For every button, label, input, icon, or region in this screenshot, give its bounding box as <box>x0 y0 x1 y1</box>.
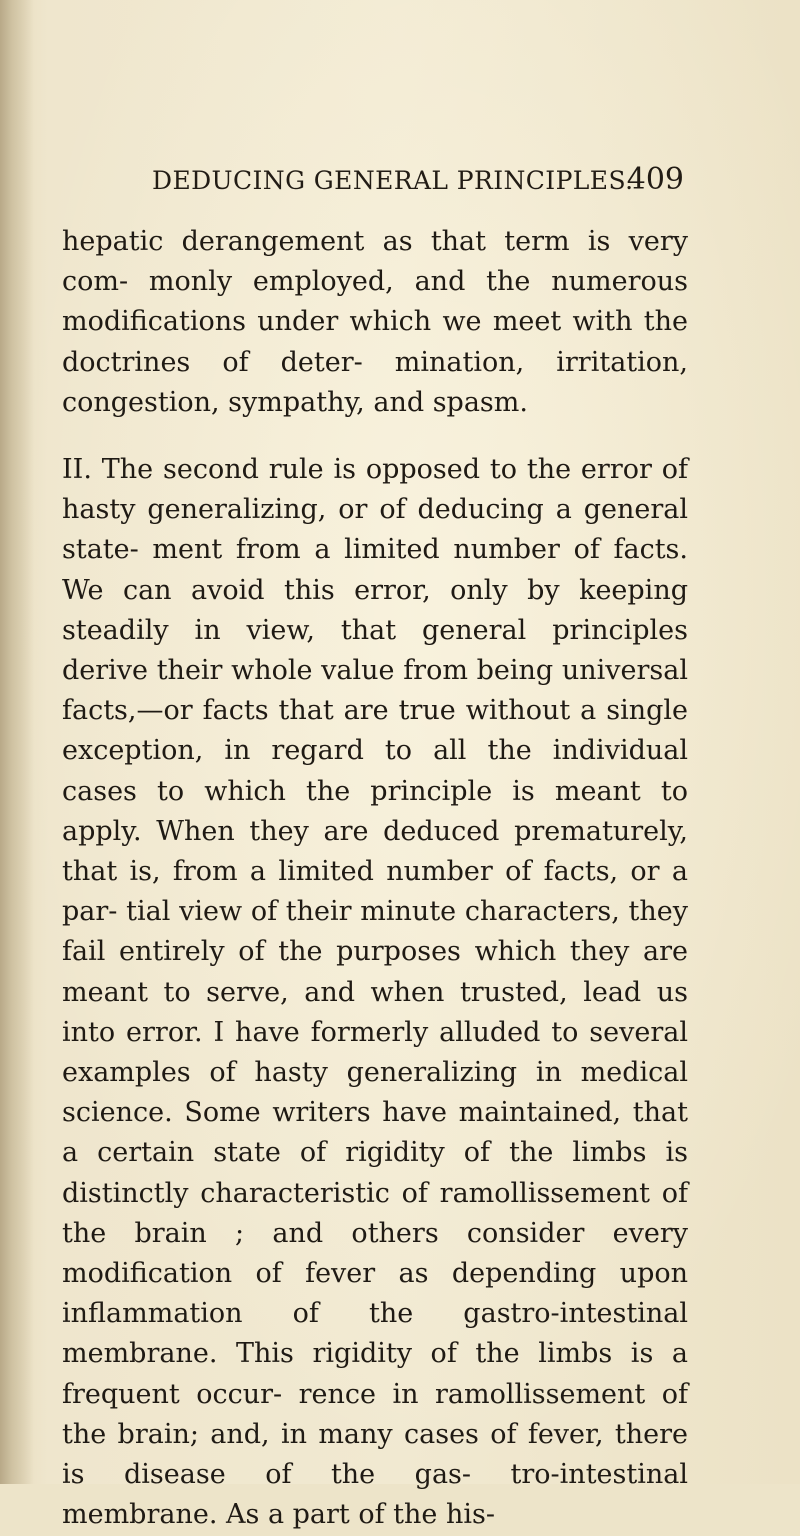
binding-gutter-shadow <box>0 0 34 1484</box>
paragraph-continuation: hepatic derangement as that term is very com- monly employed, and the numerous modifications under which we meet with the doctrines of deter- mination, irritation, congestion, sympathy, and spasm. <box>62 226 688 418</box>
running-head <box>152 162 684 202</box>
running-title: DEDUCING GENERAL PRINCIPLES. <box>152 166 634 195</box>
page-number: 409 <box>626 162 684 197</box>
paragraph-second-rule: II. The second rule is opposed to the error of hasty generalizing, or of deducing a general state- ment from a limited number of facts. We can avoid this error, only by keeping steadily in view, that general principles derive their whole value from being universal facts,—or facts that are true without a single exception, in regard to all the individual cases to which the principle is meant to apply. When they are deduced prematurely, that is, from a limited number of facts, or a par- tial view of their minute characters, they fail entirely of the purposes which they are meant to serve, and when trusted, lead us into error. I have formerly alluded to several examples of hasty generalizing in medical science. Some writers have maintained, that a certain state of rigidity of the limbs is distinctly characteristic of ramollissement of the brain ; and others consider every modification of fever as depending upon inflammation of the gastro-intestinal membrane. This rigidity of the limbs is a frequent occur- rence in ramollissement of the brain; and, in many cases of fever, there is disease of the gas- tro-intestinal membrane. As a part of the his- <box>62 454 688 1531</box>
body-text <box>62 222 688 1536</box>
